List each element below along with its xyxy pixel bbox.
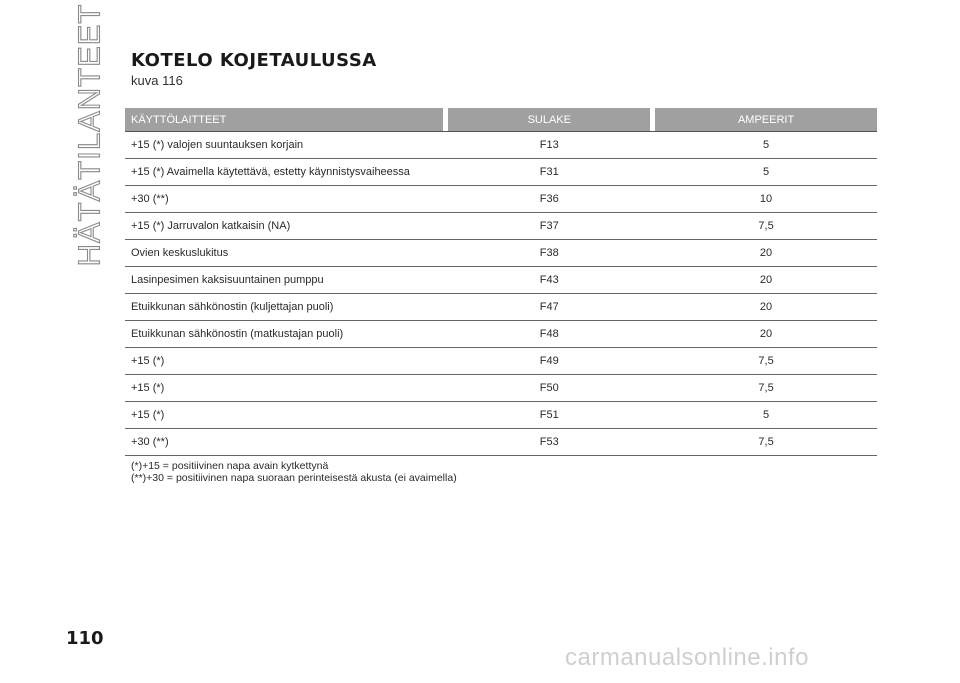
section-side-title bbox=[68, 3, 110, 267]
cell-device: +15 (*) Jarruvalon katkaisin (NA) bbox=[125, 213, 443, 240]
cell-device: +15 (*) Avaimella käytettävä, estetty käynnistysvaiheessa bbox=[125, 159, 443, 186]
cell-device: +15 (*) bbox=[125, 348, 443, 375]
cell-amperes: 20 bbox=[655, 240, 877, 267]
cell-device: Etuikkunan sähkönostin (kuljettajan puoli) bbox=[125, 294, 443, 321]
table-row bbox=[125, 348, 877, 375]
cell-device: +30 (**) bbox=[125, 429, 443, 456]
cell-amperes: 20 bbox=[655, 267, 877, 294]
cell-fuse: F53 bbox=[448, 429, 650, 456]
table-row bbox=[125, 429, 877, 456]
cell-amperes: 5 bbox=[655, 132, 877, 159]
table-row bbox=[125, 294, 877, 321]
cell-amperes: 5 bbox=[655, 159, 877, 186]
cell-device: +30 (**) bbox=[125, 186, 443, 213]
table-row bbox=[125, 402, 877, 429]
cell-amperes: 5 bbox=[655, 402, 877, 429]
table-row bbox=[125, 132, 877, 159]
table-row bbox=[125, 240, 877, 267]
table-row bbox=[125, 186, 877, 213]
cell-fuse: F49 bbox=[448, 348, 650, 375]
table-header-row bbox=[125, 108, 877, 132]
cell-amperes: 7,5 bbox=[655, 213, 877, 240]
table-row bbox=[125, 267, 877, 294]
cell-fuse: F36 bbox=[448, 186, 650, 213]
figure-reference: kuva 116 bbox=[131, 73, 183, 88]
cell-fuse: F47 bbox=[448, 294, 650, 321]
cell-fuse: F51 bbox=[448, 402, 650, 429]
cell-fuse: F38 bbox=[448, 240, 650, 267]
cell-fuse: F37 bbox=[448, 213, 650, 240]
page-heading: KOTELO KOJETAULUSSA bbox=[131, 50, 377, 71]
section-side-title-text: HÄTÄTILANTEET bbox=[71, 3, 107, 267]
cell-amperes: 7,5 bbox=[655, 429, 877, 456]
footnotes bbox=[131, 460, 457, 484]
header-fuse: SULAKE bbox=[448, 108, 650, 132]
cell-fuse: F31 bbox=[448, 159, 650, 186]
cell-fuse: F13 bbox=[448, 132, 650, 159]
header-amperes: AMPEERIT bbox=[655, 108, 877, 132]
cell-amperes: 20 bbox=[655, 294, 877, 321]
cell-device: Etuikkunan sähkönostin (matkustajan puoli) bbox=[125, 321, 443, 348]
watermark: carmanualsonline.info bbox=[565, 644, 809, 671]
cell-device: +15 (*) valojen suuntauksen korjain bbox=[125, 132, 443, 159]
cell-device: +15 (*) bbox=[125, 402, 443, 429]
cell-amperes: 7,5 bbox=[655, 348, 877, 375]
cell-device: Ovien keskuslukitus bbox=[125, 240, 443, 267]
cell-device: Lasinpesimen kaksisuuntainen pumppu bbox=[125, 267, 443, 294]
cell-fuse: F43 bbox=[448, 267, 650, 294]
table-row bbox=[125, 159, 877, 186]
footnote: (**)+30 = positiivinen napa suoraan perinteisestä akusta (ei avaimella) bbox=[131, 472, 457, 484]
table-row bbox=[125, 321, 877, 348]
cell-fuse: F48 bbox=[448, 321, 650, 348]
cell-device: +15 (*) bbox=[125, 375, 443, 402]
footnote: (*)+15 = positiivinen napa avain kytkettynä bbox=[131, 460, 329, 472]
header-devices: KÄYTTÖLAITTEET bbox=[125, 108, 443, 132]
cell-amperes: 20 bbox=[655, 321, 877, 348]
cell-amperes: 7,5 bbox=[655, 375, 877, 402]
table-row bbox=[125, 213, 877, 240]
cell-amperes: 10 bbox=[655, 186, 877, 213]
page-number: 110 bbox=[66, 628, 104, 649]
table-row bbox=[125, 375, 877, 402]
fuse-table bbox=[125, 108, 877, 456]
cell-fuse: F50 bbox=[448, 375, 650, 402]
